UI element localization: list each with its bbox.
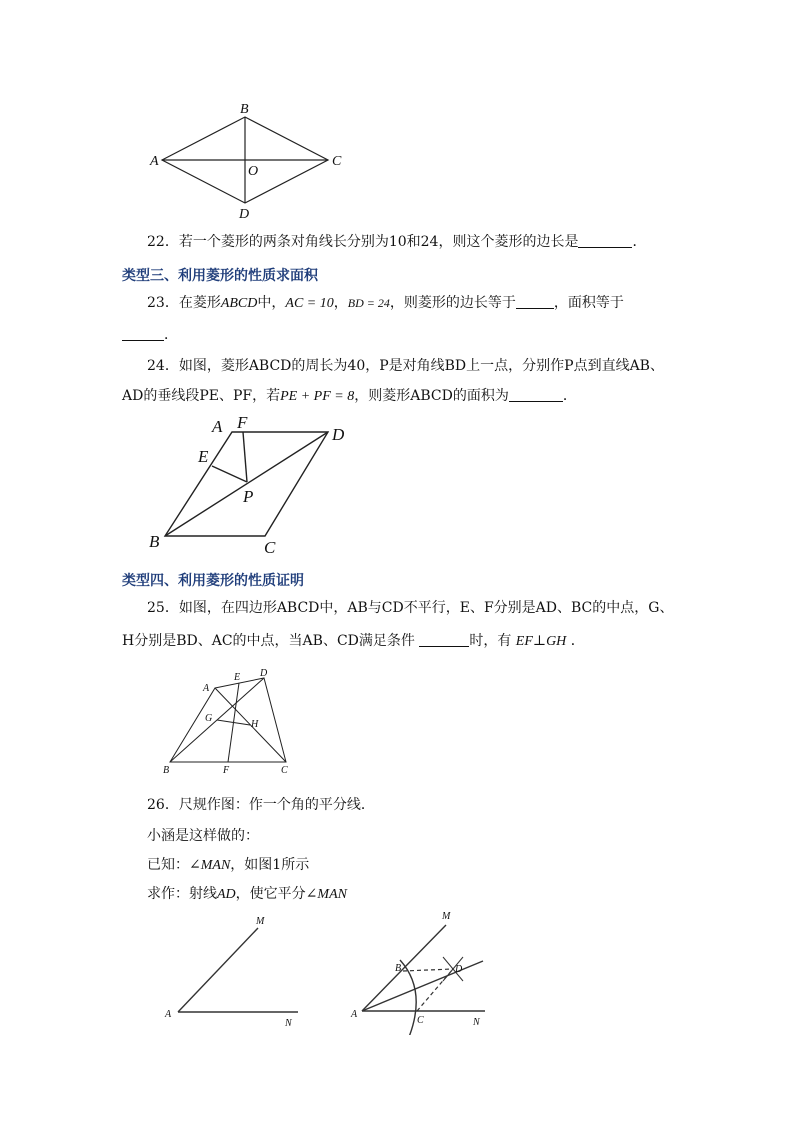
answer-blank	[419, 646, 469, 647]
section-heading-type4: 类型四、利用菱形的性质证明	[122, 573, 304, 589]
label-n: N	[285, 1018, 292, 1029]
question-23-cont: ．	[122, 325, 178, 345]
question-25-line1: 25．如图，在四边形ABCD中，AB与CD不平行，E、F分别是AD、BC的中点，G、	[147, 600, 674, 616]
label-f: F	[237, 413, 248, 432]
figure-q26-construction	[345, 905, 495, 1035]
label-a: A	[165, 1009, 172, 1020]
label-a: A	[351, 1009, 358, 1020]
question-22: 22．若一个菱形的两条对角线长分别为10和24，则这个菱形的边长是 ．	[147, 234, 647, 250]
label-e: E	[234, 672, 241, 683]
label-a: A	[212, 417, 223, 436]
label-o: O	[248, 164, 259, 179]
question-25-line2: H分别是BD、AC的中点，当AB、CD满足条件 时，有 EF⊥GH ．	[122, 633, 585, 649]
section-heading-type3: 类型三、利用菱形的性质求面积	[122, 268, 318, 284]
question-24-line1: 24．如图，菱形ABCD的周长为40，P是对角线BD上一点，分别作P点到直线AB、	[147, 358, 664, 374]
label-m: M	[256, 916, 265, 927]
label-c: C	[417, 1015, 424, 1026]
label-d: D	[260, 668, 268, 679]
label-b: B	[240, 102, 249, 117]
question-24-line2: AD的垂线段PE、PF，若PE + PF = 8，则菱形ABCD的面积为 ．	[122, 388, 577, 404]
answer-blank-area	[122, 340, 164, 341]
label-g: G	[205, 713, 213, 724]
label-d: D	[332, 425, 345, 444]
label-d: D	[239, 207, 250, 222]
label-d: D	[455, 964, 463, 975]
answer-blank	[509, 401, 563, 402]
question-26-line1: 26．尺规作图：作一个角的平分线．	[147, 797, 375, 813]
label-n: N	[473, 1017, 480, 1028]
label-m: M	[442, 911, 451, 922]
question-26-line2: 小涵是这样做的：	[147, 828, 259, 844]
figure-rhombus-diagonals	[140, 96, 360, 226]
question-26-given: 已知：∠MAN，如图1所示	[147, 857, 310, 873]
label-b: B	[149, 532, 160, 551]
label-c: C	[264, 538, 276, 557]
label-e: E	[198, 447, 209, 466]
question-26-required: 求作：射线AD，使它平分∠MAN	[147, 886, 347, 902]
figure-q26-angle	[158, 910, 308, 1030]
label-f: F	[223, 765, 230, 776]
figure-q25-quadrilateral	[158, 664, 298, 776]
answer-blank-side	[516, 308, 554, 309]
label-p: P	[243, 487, 254, 506]
label-c: C	[281, 765, 288, 776]
label-b: B	[163, 765, 170, 776]
figure-q24-rhombus	[140, 410, 370, 558]
label-c: C	[332, 154, 342, 169]
question-23: 23．在菱形ABCD中，AC = 10，BD = 24，则菱形的边长等于 ，面积等于	[147, 295, 624, 311]
label-b: B	[395, 963, 402, 974]
label-a: A	[150, 154, 159, 169]
label-h: H	[251, 719, 259, 730]
label-a: A	[203, 683, 210, 694]
answer-blank	[578, 247, 632, 248]
